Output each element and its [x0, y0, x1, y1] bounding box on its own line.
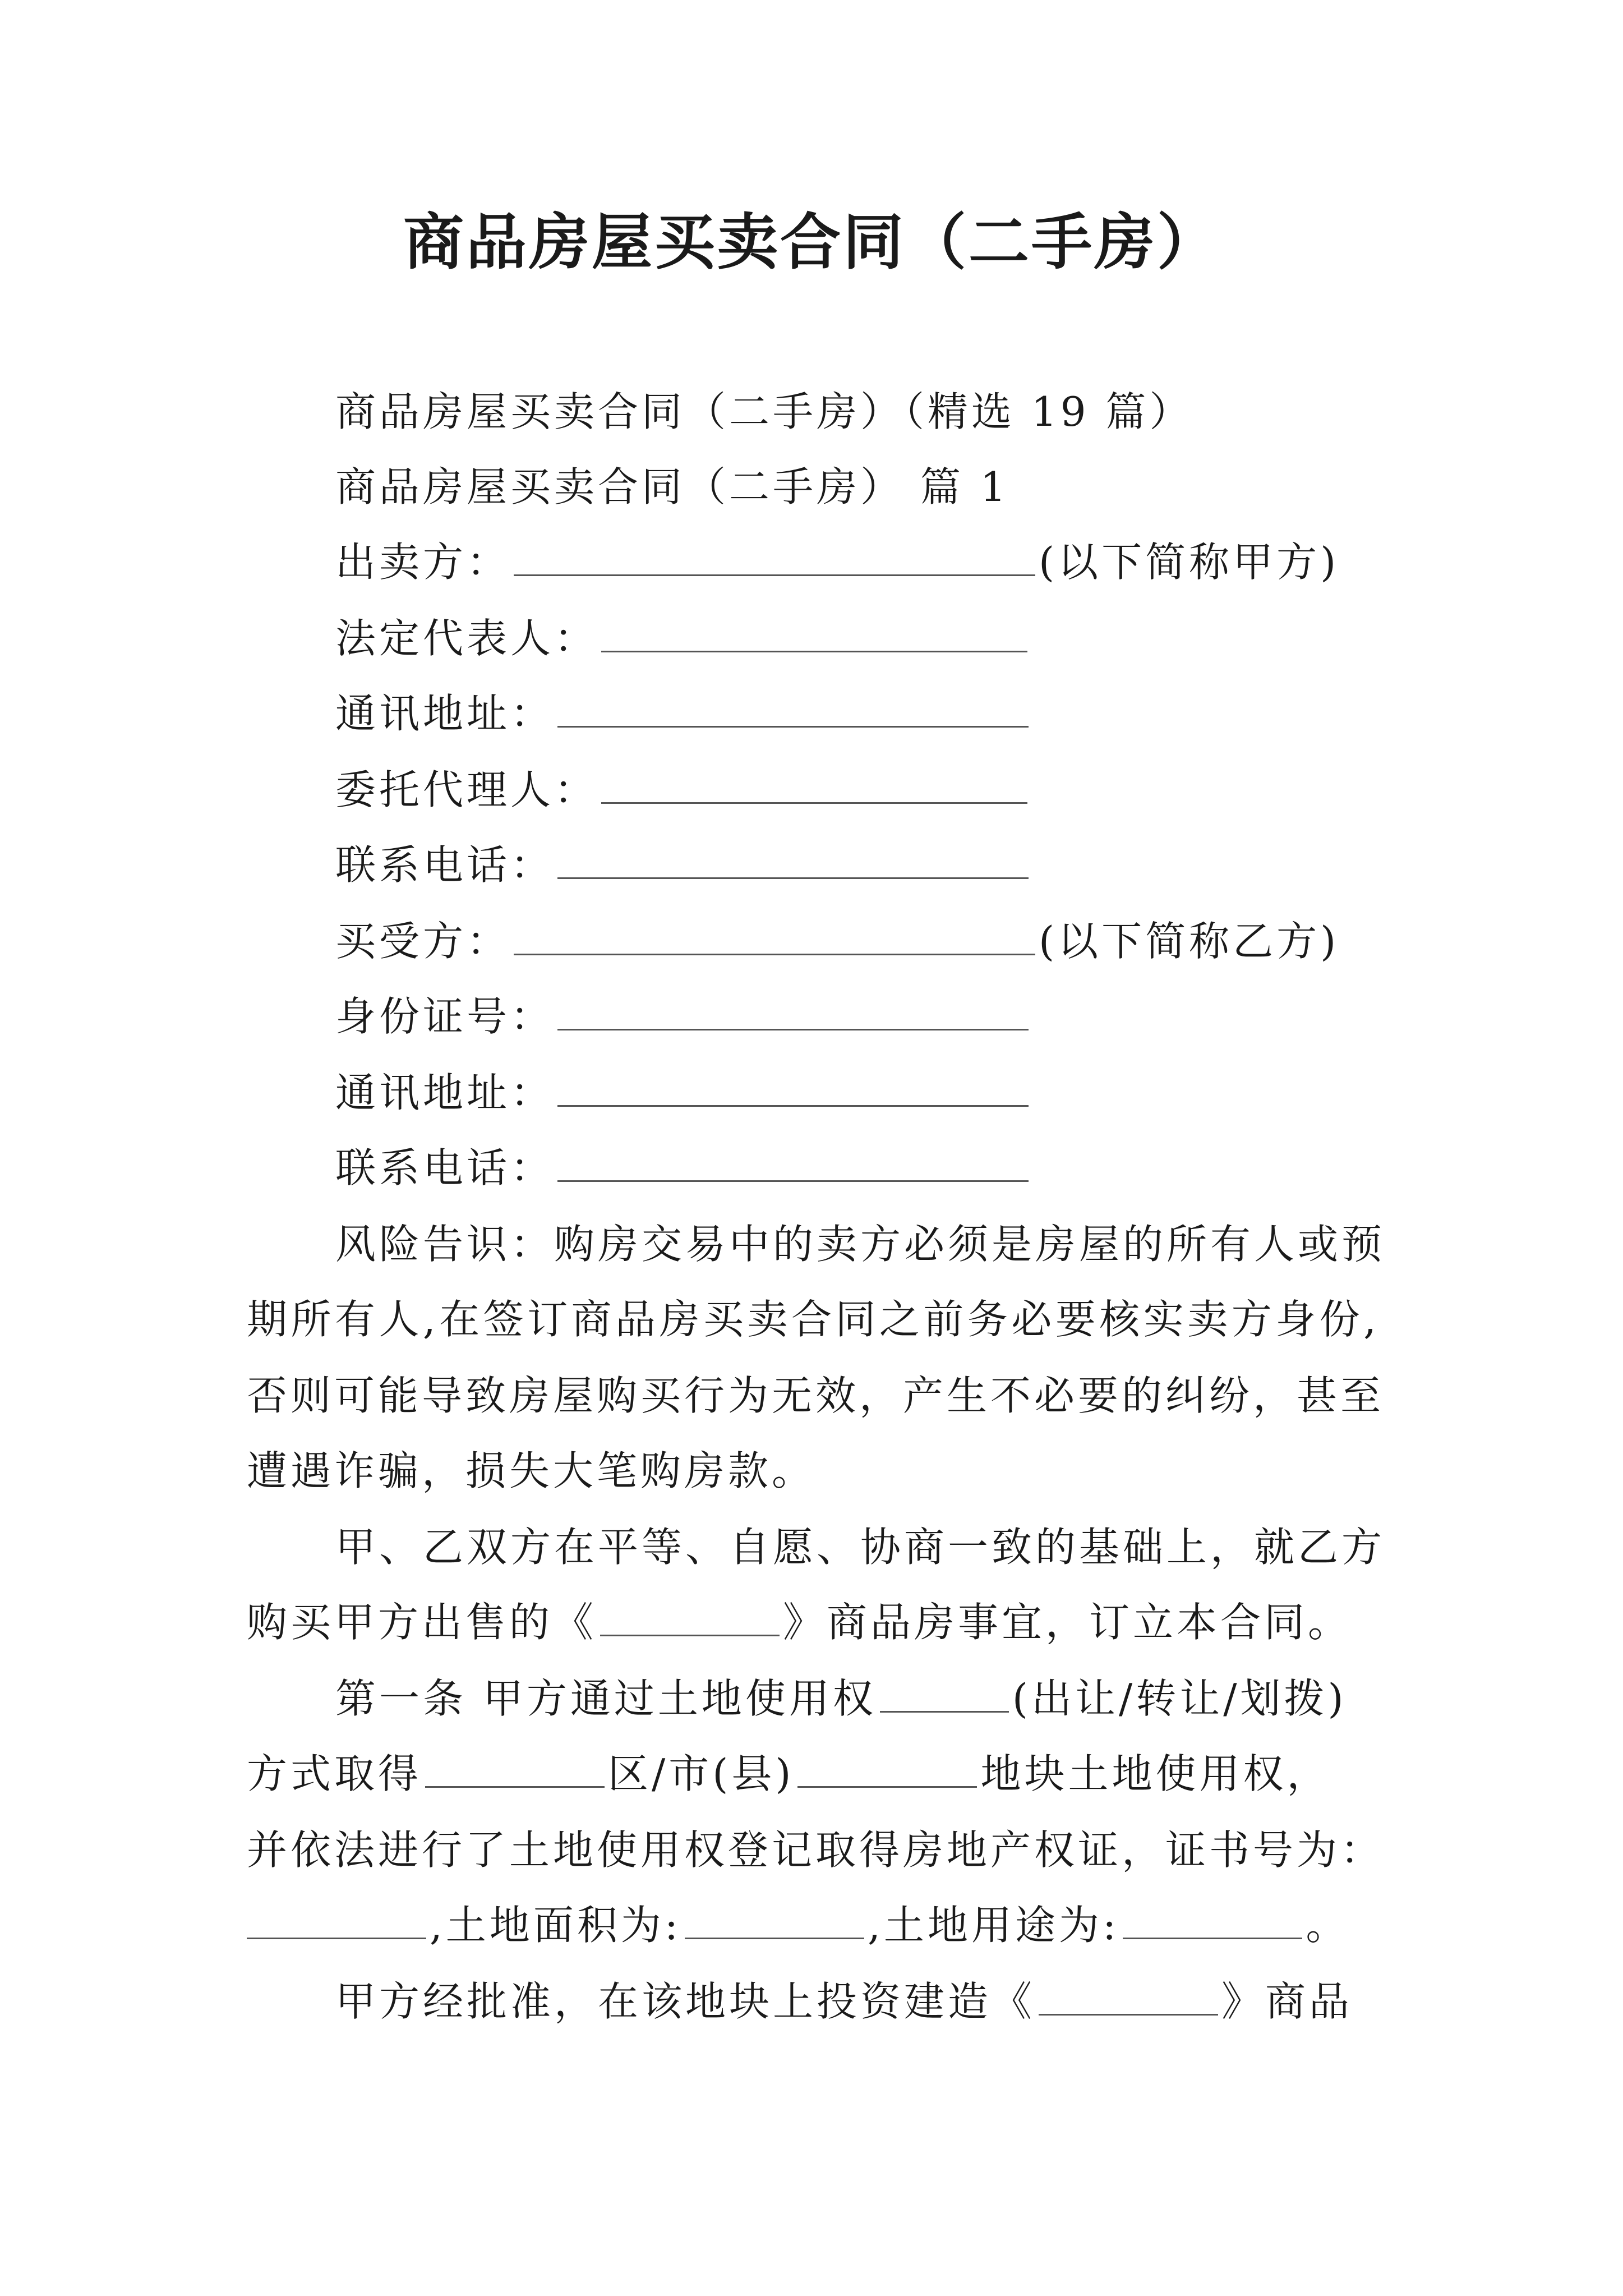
article1-line-4 [247, 1897, 1349, 1953]
buyer-suffix: (以下简称乙方) [1039, 918, 1340, 965]
buyer-address-blank [557, 1070, 1029, 1107]
legal-rep-blank [601, 616, 1027, 652]
seller-phone-line [335, 837, 1032, 893]
seller-address-label: 通讯地址： [335, 690, 555, 737]
legal-rep-line [335, 610, 1031, 666]
property-name-blank [600, 1600, 780, 1636]
seller-address-line [335, 685, 1032, 742]
article1-text-e: 地块土地使用权， [980, 1750, 1331, 1797]
risk-line-2: 期所有人,在签订商品房买卖合同之前务必要核实卖方身份, [247, 1296, 1380, 1343]
plot-blank [797, 1751, 977, 1788]
buyer-address-line [335, 1065, 1032, 1121]
land-area-blank [685, 1903, 864, 1939]
legal-rep-label: 法定代表人： [335, 615, 598, 662]
buyer-phone-blank [557, 1145, 1029, 1182]
article1-text-b: (出让/转让/划拨) [1012, 1675, 1347, 1722]
article1-line-3: 并依法进行了土地使用权登记取得房地产权证，证书号为： [247, 1826, 1385, 1874]
land-right-blank [880, 1676, 1009, 1713]
seller-line [335, 534, 1339, 590]
article1-line-1 [335, 1671, 1347, 1727]
buyer-id-blank [557, 994, 1029, 1030]
risk-line-3: 否则可能导致房屋购买行为无效，产生不必要的纠纷，甚至 [247, 1372, 1385, 1419]
seller-blank [514, 540, 1035, 576]
buyer-phone-label: 联系电话： [335, 1144, 555, 1191]
risk-line-1: 风险告识：购房交易中的卖方必须是房屋的所有人或预 [335, 1221, 1386, 1268]
buyer-address-label: 通讯地址： [335, 1069, 555, 1116]
buyer-line [335, 913, 1339, 969]
document-subtitle: 商品房屋买卖合同（二手房）（精选 19 篇） [335, 388, 1193, 435]
article1-line-2 [247, 1746, 1330, 1802]
buyer-label: 买受方： [335, 918, 511, 965]
risk-line-4: 遭遇诈骗，损失大笔购房款。 [247, 1447, 816, 1494]
intro-line-2 [247, 1594, 1352, 1650]
seller-phone-label: 联系电话： [335, 841, 555, 889]
article1-text-a: 第一条 甲方通过土地使用权 [335, 1675, 877, 1722]
agent-line [335, 762, 1031, 818]
document-title: 商品房屋买卖合同（二手房） [403, 207, 1220, 278]
buyer-phone-line [335, 1140, 1032, 1196]
land-area-label: ,土地面积为: [430, 1902, 682, 1949]
land-use-label: ,土地用途为: [868, 1902, 1120, 1949]
seller-address-blank [557, 691, 1029, 728]
seller-phone-blank [557, 843, 1029, 879]
seller-label: 出卖方： [335, 539, 511, 586]
approval-text-a: 甲方经批准，在该地块上投资建造《 [335, 1978, 1036, 2025]
buyer-blank [514, 919, 1035, 955]
agent-label: 委托代理人： [335, 766, 598, 813]
certificate-no-blank [247, 1903, 426, 1939]
intro-line-1: 甲、乙双方在平等、自愿、协商一致的基础上，就乙方 [335, 1524, 1386, 1571]
article1-end: 。 [1306, 1902, 1350, 1949]
approval-line [335, 1973, 1353, 2030]
approval-text-b: 》商品 [1221, 1978, 1353, 2025]
buyer-id-line [335, 988, 1032, 1045]
article1-text-c: 方式取得 [247, 1750, 422, 1797]
intro-text-a: 购买甲方出售的《 [247, 1599, 597, 1646]
chapter-heading: 商品房屋买卖合同（二手房） 篇 1 [335, 463, 1009, 510]
project-name-blank [1039, 1979, 1218, 2016]
intro-text-b: 》商品房事宜，订立本合同。 [783, 1599, 1352, 1646]
land-use-blank [1123, 1903, 1302, 1939]
article1-text-d: 区/市(县) [608, 1750, 795, 1797]
buyer-id-label: 身份证号： [335, 993, 555, 1040]
seller-suffix: (以下简称甲方) [1039, 539, 1340, 586]
agent-blank [601, 767, 1027, 804]
district-blank [425, 1751, 605, 1788]
